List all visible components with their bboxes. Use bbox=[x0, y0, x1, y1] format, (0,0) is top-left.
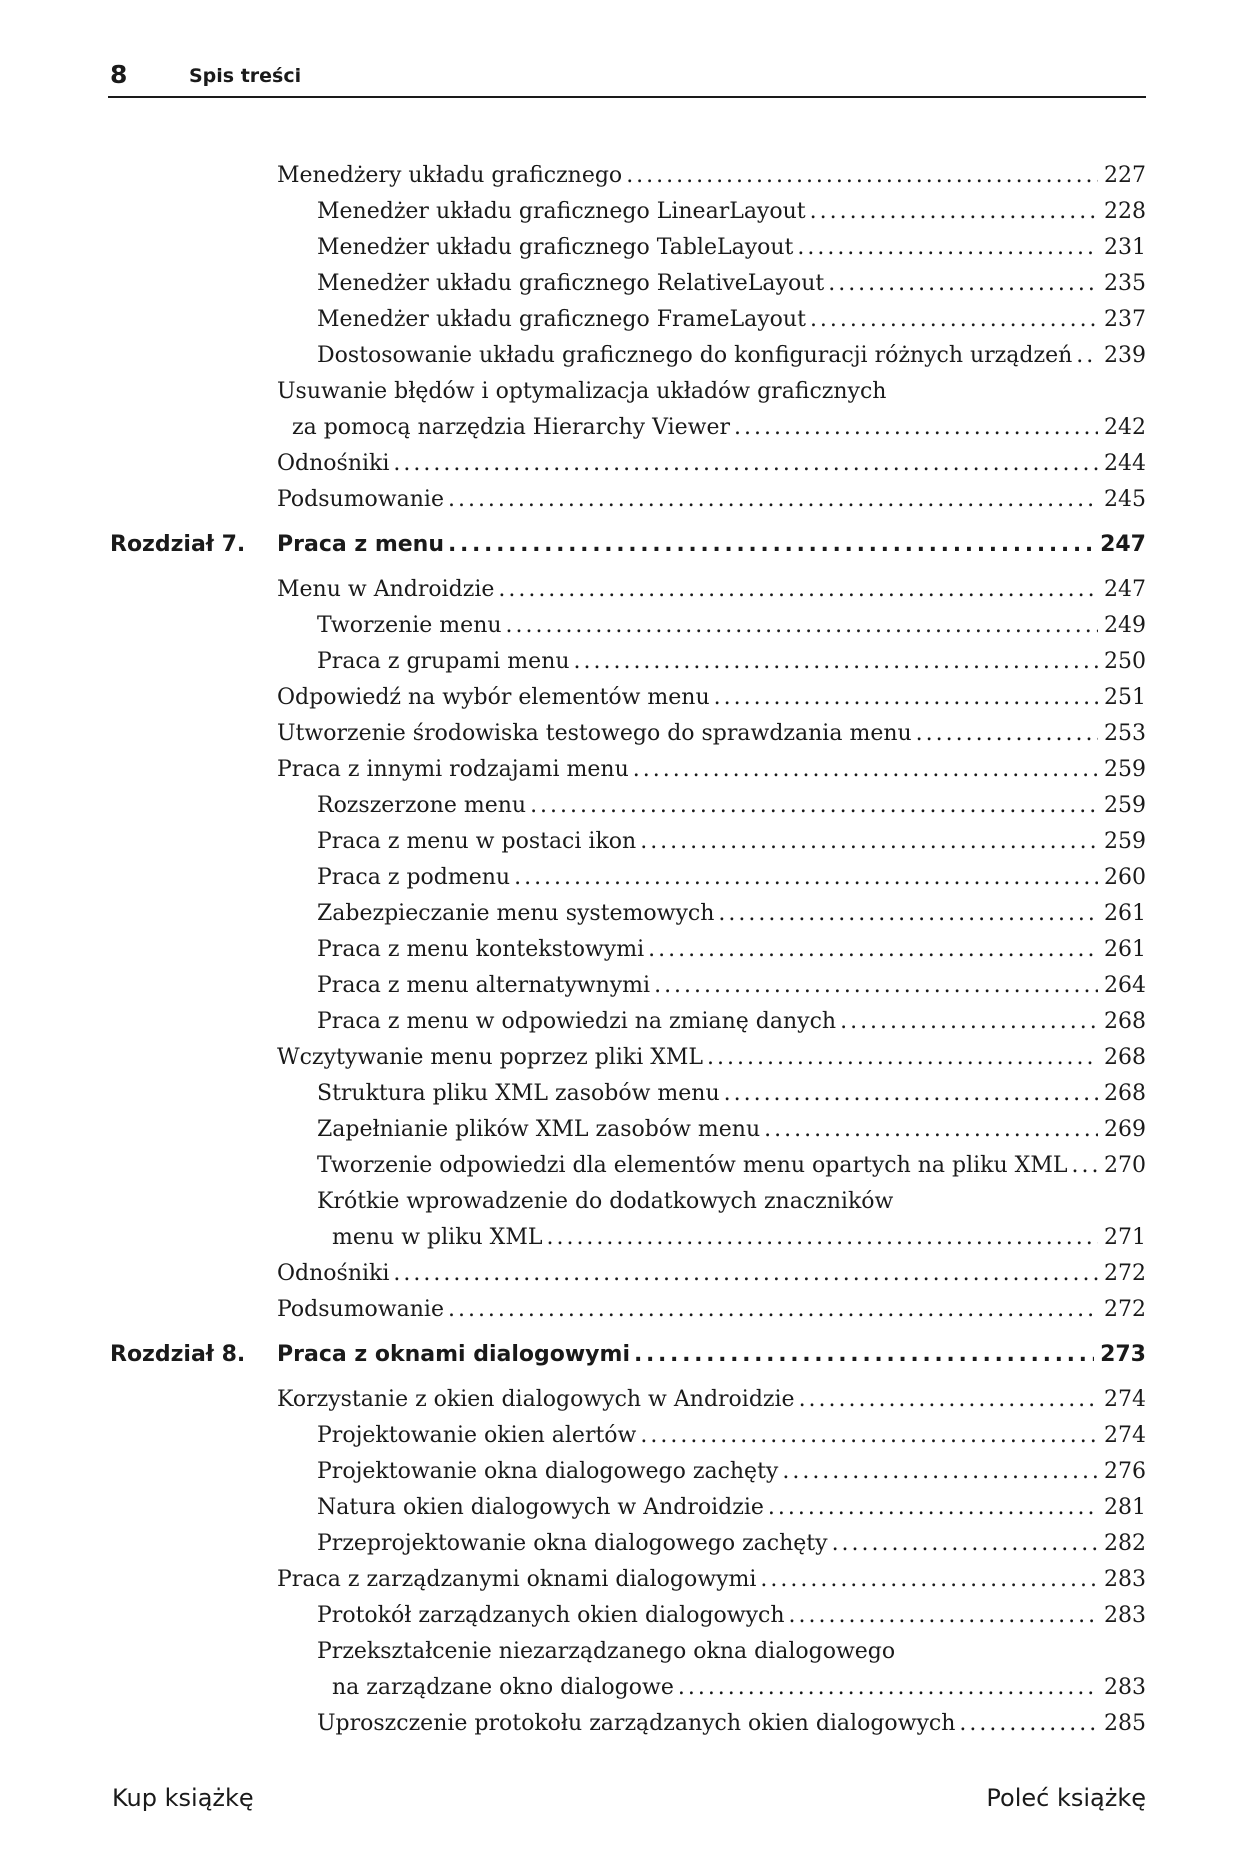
toc-page-number: 268 bbox=[1104, 1009, 1146, 1034]
dot-leader bbox=[734, 410, 1098, 446]
toc-page-number: 245 bbox=[1104, 487, 1146, 512]
dot-leader bbox=[634, 1328, 1094, 1382]
toc-entry-line bbox=[277, 752, 1146, 788]
toc-entry bbox=[0, 410, 1244, 446]
toc-entry-line bbox=[317, 608, 1146, 644]
toc-entry-title: Odpowiedź na wybór elementów menu bbox=[277, 685, 710, 710]
dot-leader bbox=[626, 158, 1098, 194]
toc-page-number: 268 bbox=[1104, 1045, 1146, 1070]
toc-entry-title: Praca z menu kontekstowymi bbox=[317, 937, 645, 962]
dot-leader bbox=[840, 1004, 1098, 1040]
dot-leader bbox=[714, 680, 1098, 716]
toc-entry-title: Podsumowanie bbox=[277, 487, 444, 512]
toc-entry bbox=[0, 1562, 1244, 1598]
toc-entry-line bbox=[332, 1670, 1146, 1706]
toc-entry bbox=[0, 1706, 1244, 1742]
toc-page-number: 251 bbox=[1104, 685, 1146, 710]
toc-entry-line bbox=[317, 1004, 1146, 1040]
toc-entry-title: Menedżer układu graficznego FrameLayout bbox=[317, 307, 806, 332]
toc-entry-title: Praca z grupami menu bbox=[317, 649, 570, 674]
toc-page-number: 250 bbox=[1104, 649, 1146, 674]
toc-entry-title: Menu w Androidzie bbox=[277, 577, 495, 602]
toc-entry bbox=[0, 860, 1244, 896]
dot-leader bbox=[654, 968, 1098, 1004]
toc-entry-line bbox=[277, 1292, 1146, 1328]
dot-leader bbox=[828, 266, 1098, 302]
toc-entry bbox=[0, 1526, 1244, 1562]
toc-entry bbox=[0, 338, 1244, 374]
toc-entry-title: Tworzenie menu bbox=[317, 613, 502, 638]
toc-entry-line bbox=[277, 572, 1146, 608]
dot-leader bbox=[782, 1454, 1098, 1490]
toc-entry bbox=[0, 1040, 1244, 1076]
toc-entry-line bbox=[317, 824, 1146, 860]
toc-entry bbox=[0, 788, 1244, 824]
toc-entry-title: Struktura pliku XML zasobów menu bbox=[317, 1081, 720, 1106]
toc-page-number: 260 bbox=[1104, 865, 1146, 890]
toc-entry-title: Krótkie wprowadzenie do dodatkowych znaczników bbox=[317, 1189, 894, 1214]
toc-entry-title: Usuwanie błędów i optymalizacja układów graficznych bbox=[277, 379, 887, 404]
toc-page-number: 270 bbox=[1104, 1153, 1146, 1178]
dot-leader bbox=[760, 1562, 1098, 1598]
dot-leader bbox=[832, 1526, 1098, 1562]
toc-entry-line bbox=[317, 896, 1146, 932]
toc-entry-line bbox=[317, 1706, 1146, 1742]
toc-page-number: 268 bbox=[1104, 1081, 1146, 1106]
toc-entry-title: Utworzenie środowiska testowego do sprawdzania menu bbox=[277, 721, 912, 746]
toc-entry-line bbox=[277, 1256, 1146, 1292]
toc-entry-title: Zabezpieczanie menu systemowych bbox=[317, 901, 715, 926]
toc-entry-heading-line bbox=[0, 1634, 1244, 1670]
dot-leader bbox=[724, 1076, 1098, 1112]
toc-entry-line bbox=[317, 338, 1146, 374]
dot-leader bbox=[1076, 338, 1098, 374]
toc-entry-title: Praca z innymi rodzajami menu bbox=[277, 757, 629, 782]
dot-leader bbox=[393, 1256, 1098, 1292]
toc-page-number: 274 bbox=[1104, 1387, 1146, 1412]
toc-entry-line bbox=[317, 194, 1146, 230]
toc-page-number: 261 bbox=[1104, 901, 1146, 926]
toc-entry bbox=[0, 644, 1244, 680]
toc-entry-line bbox=[317, 1418, 1146, 1454]
toc-page-number: 259 bbox=[1104, 829, 1146, 854]
toc-page-number: 253 bbox=[1104, 721, 1146, 746]
running-title: Spis treści bbox=[189, 65, 302, 87]
toc-entry-title: Menedżer układu graficznego RelativeLayout bbox=[317, 271, 825, 296]
toc-entry-title: Uproszczenie protokołu zarządzanych okien dialogowych bbox=[317, 1711, 956, 1736]
toc-page-number: 273 bbox=[1100, 1342, 1146, 1367]
toc-entry bbox=[0, 1598, 1244, 1634]
dot-leader bbox=[810, 194, 1098, 230]
toc-entry-title: Przeprojektowanie okna dialogowego zachęty bbox=[317, 1531, 828, 1556]
chapter-title: Praca z oknami dialogowymi bbox=[277, 1342, 630, 1367]
toc-entry-line bbox=[317, 1148, 1146, 1184]
toc-entry bbox=[0, 1004, 1244, 1040]
toc-entry-line bbox=[317, 302, 1146, 338]
page-header bbox=[108, 52, 1146, 98]
toc-page-number: 247 bbox=[1100, 532, 1146, 557]
toc-entry bbox=[0, 1670, 1244, 1706]
toc-page-number: 269 bbox=[1104, 1117, 1146, 1142]
toc-entry-title: Praca z podmenu bbox=[317, 865, 511, 890]
dot-leader bbox=[640, 1418, 1098, 1454]
toc-entry-title: menu w pliku XML bbox=[332, 1225, 543, 1250]
toc-entry-line bbox=[292, 410, 1146, 446]
toc-entry-line bbox=[317, 266, 1146, 302]
toc-entry bbox=[0, 1418, 1244, 1454]
toc-page-number: 244 bbox=[1104, 451, 1146, 476]
toc-page-number: 249 bbox=[1104, 613, 1146, 638]
toc-entry-heading-line bbox=[0, 1184, 1244, 1220]
toc-entry-line bbox=[317, 1526, 1146, 1562]
toc-page-number: 237 bbox=[1104, 307, 1146, 332]
dot-leader bbox=[546, 1220, 1098, 1256]
toc-entry-title: Projektowanie okna dialogowego zachęty bbox=[317, 1459, 779, 1484]
dot-leader bbox=[678, 1670, 1098, 1706]
toc-entry-line bbox=[277, 1328, 1146, 1382]
toc-entry-title: Odnośniki bbox=[277, 451, 390, 476]
toc-page-number: 261 bbox=[1104, 937, 1146, 962]
toc-entry bbox=[0, 968, 1244, 1004]
toc-entry bbox=[0, 572, 1244, 608]
dot-leader bbox=[506, 608, 1098, 644]
dot-leader bbox=[789, 1598, 1098, 1634]
toc-entry-title: Menedżer układu graficznego LinearLayout bbox=[317, 199, 806, 224]
toc-entry-title: Podsumowanie bbox=[277, 1297, 444, 1322]
dot-leader bbox=[393, 446, 1098, 482]
toc-entry bbox=[0, 230, 1244, 266]
toc-page-number: 276 bbox=[1104, 1459, 1146, 1484]
toc-entry bbox=[0, 752, 1244, 788]
toc-entry-title: Praca z zarządzanymi oknami dialogowymi bbox=[277, 1567, 757, 1592]
toc-entry-title: Rozszerzone menu bbox=[317, 793, 527, 818]
toc-entry-line bbox=[277, 482, 1146, 518]
toc-page-number: 283 bbox=[1104, 1567, 1146, 1592]
toc-entry bbox=[0, 1256, 1244, 1292]
toc-entry-line bbox=[317, 1598, 1146, 1634]
toc-entry bbox=[0, 1454, 1244, 1490]
toc-entry-title: Zapełnianie plików XML zasobów menu bbox=[317, 1117, 761, 1142]
dot-leader bbox=[707, 1040, 1098, 1076]
dot-leader bbox=[448, 482, 1098, 518]
toc-page-number: 242 bbox=[1104, 415, 1146, 440]
toc-entry-title: na zarządzane okno dialogowe bbox=[332, 1675, 674, 1700]
toc-page-number: 271 bbox=[1104, 1225, 1146, 1250]
toc-entry-line bbox=[277, 446, 1146, 482]
toc-page-number: 259 bbox=[1104, 793, 1146, 818]
dot-leader bbox=[764, 1112, 1098, 1148]
toc-entry bbox=[0, 1076, 1244, 1112]
dot-leader bbox=[768, 1490, 1098, 1526]
toc-page-number: 283 bbox=[1104, 1675, 1146, 1700]
page-number: 8 bbox=[110, 60, 128, 89]
toc-page-number: 283 bbox=[1104, 1603, 1146, 1628]
toc-entry bbox=[0, 302, 1244, 338]
dot-leader bbox=[797, 230, 1098, 266]
toc-entry bbox=[0, 1292, 1244, 1328]
toc-entry bbox=[0, 1148, 1244, 1184]
toc-entry bbox=[0, 896, 1244, 932]
toc-entry-title: Praca z menu w odpowiedzi na zmianę danych bbox=[317, 1009, 837, 1034]
dot-leader bbox=[514, 860, 1098, 896]
toc-entry-title: Protokół zarządzanych okien dialogowych bbox=[317, 1603, 785, 1628]
toc-entry bbox=[0, 1490, 1244, 1526]
toc-page-number: 228 bbox=[1104, 199, 1146, 224]
toc-entry-line bbox=[277, 1562, 1146, 1598]
toc-entry-line bbox=[317, 1112, 1146, 1148]
dot-leader bbox=[640, 824, 1098, 860]
toc-page-number: 259 bbox=[1104, 757, 1146, 782]
toc-chapter-row bbox=[0, 1328, 1244, 1382]
toc-entry bbox=[0, 194, 1244, 230]
toc-entry-title: Projektowanie okien alertów bbox=[317, 1423, 637, 1448]
toc-page-number: 285 bbox=[1104, 1711, 1146, 1736]
toc-entry-title: Wczytywanie menu poprzez pliki XML bbox=[277, 1045, 704, 1070]
toc-page-number: 282 bbox=[1104, 1531, 1146, 1556]
toc-entry-title: Praca z menu w postaci ikon bbox=[317, 829, 637, 854]
chapter-label: Rozdział 7. bbox=[110, 532, 246, 557]
dot-leader bbox=[448, 1292, 1098, 1328]
dot-leader bbox=[959, 1706, 1098, 1742]
toc-entry-title: Praca z menu alternatywnymi bbox=[317, 973, 651, 998]
toc-entry bbox=[0, 1220, 1244, 1256]
toc-entry-title: Menedżer układu graficznego TableLayout bbox=[317, 235, 794, 260]
toc-entry-heading-line bbox=[0, 374, 1244, 410]
toc-entry-line bbox=[332, 1220, 1146, 1256]
chapter-title: Praca z menu bbox=[277, 532, 444, 557]
toc-page-number: 272 bbox=[1104, 1297, 1146, 1322]
dot-leader bbox=[648, 932, 1098, 968]
toc-page-number: 231 bbox=[1104, 235, 1146, 260]
dot-leader bbox=[718, 896, 1098, 932]
dot-leader bbox=[810, 302, 1098, 338]
dot-leader bbox=[574, 644, 1098, 680]
toc-entry-title: Natura okien dialogowych w Androidzie bbox=[317, 1495, 764, 1520]
toc-page-number: 272 bbox=[1104, 1261, 1146, 1286]
toc-entry-title: Tworzenie odpowiedzi dla elementów menu opartych na pliku XML bbox=[317, 1153, 1068, 1178]
toc-entry-line bbox=[277, 158, 1146, 194]
toc-entry-line bbox=[317, 932, 1146, 968]
toc-page-number: 274 bbox=[1104, 1423, 1146, 1448]
toc-page-number: 247 bbox=[1104, 577, 1146, 602]
toc-entry bbox=[0, 824, 1244, 860]
dot-leader bbox=[448, 518, 1094, 572]
recommend-book-link[interactable]: Poleć książkę bbox=[986, 1784, 1146, 1812]
toc-entry-line bbox=[277, 680, 1146, 716]
toc-entry-line bbox=[277, 1040, 1146, 1076]
dot-leader bbox=[633, 752, 1098, 788]
toc-entry-title: Korzystanie z okien dialogowych w Androidzie bbox=[277, 1387, 795, 1412]
toc-entry bbox=[0, 158, 1244, 194]
toc-entry-title: Przekształcenie niezarządzanego okna dialogowego bbox=[317, 1639, 896, 1664]
toc-entry-line bbox=[277, 716, 1146, 752]
table-of-contents bbox=[0, 158, 1244, 1742]
toc-entry-title: Menedżery układu graficznego bbox=[277, 163, 623, 188]
toc-entry-line bbox=[317, 1454, 1146, 1490]
toc-entry-title: Dostosowanie układu graficznego do konfiguracji różnych urządzeń bbox=[317, 343, 1073, 368]
toc-page-number: 227 bbox=[1104, 163, 1146, 188]
toc-entry bbox=[0, 446, 1244, 482]
toc-entry-line bbox=[317, 968, 1146, 1004]
toc-entry-title: za pomocą narzędzia Hierarchy Viewer bbox=[292, 415, 731, 440]
toc-entry-line bbox=[317, 230, 1146, 266]
toc-entry bbox=[0, 266, 1244, 302]
toc-entry bbox=[0, 932, 1244, 968]
dot-leader bbox=[498, 572, 1098, 608]
toc-page-number: 281 bbox=[1104, 1495, 1146, 1520]
dot-leader bbox=[530, 788, 1098, 824]
toc-entry-line bbox=[317, 788, 1146, 824]
toc-entry-title: Odnośniki bbox=[277, 1261, 390, 1286]
toc-entry-line bbox=[317, 644, 1146, 680]
toc-entry bbox=[0, 1382, 1244, 1418]
chapter-label: Rozdział 8. bbox=[110, 1342, 246, 1367]
toc-entry bbox=[0, 482, 1244, 518]
toc-chapter-row bbox=[0, 518, 1244, 572]
toc-entry bbox=[0, 716, 1244, 752]
toc-page-number: 235 bbox=[1104, 271, 1146, 296]
dot-leader bbox=[916, 716, 1098, 752]
toc-entry bbox=[0, 680, 1244, 716]
toc-entry-line bbox=[277, 518, 1146, 572]
dot-leader bbox=[1071, 1148, 1098, 1184]
toc-entry-line bbox=[317, 860, 1146, 896]
toc-page-number: 264 bbox=[1104, 973, 1146, 998]
buy-book-link[interactable]: Kup książkę bbox=[112, 1784, 254, 1812]
toc-entry-line bbox=[317, 1490, 1146, 1526]
toc-entry bbox=[0, 1112, 1244, 1148]
toc-entry-line bbox=[277, 1382, 1146, 1418]
dot-leader bbox=[799, 1382, 1098, 1418]
toc-entry bbox=[0, 608, 1244, 644]
toc-entry-line bbox=[317, 1076, 1146, 1112]
toc-page-number: 239 bbox=[1104, 343, 1146, 368]
